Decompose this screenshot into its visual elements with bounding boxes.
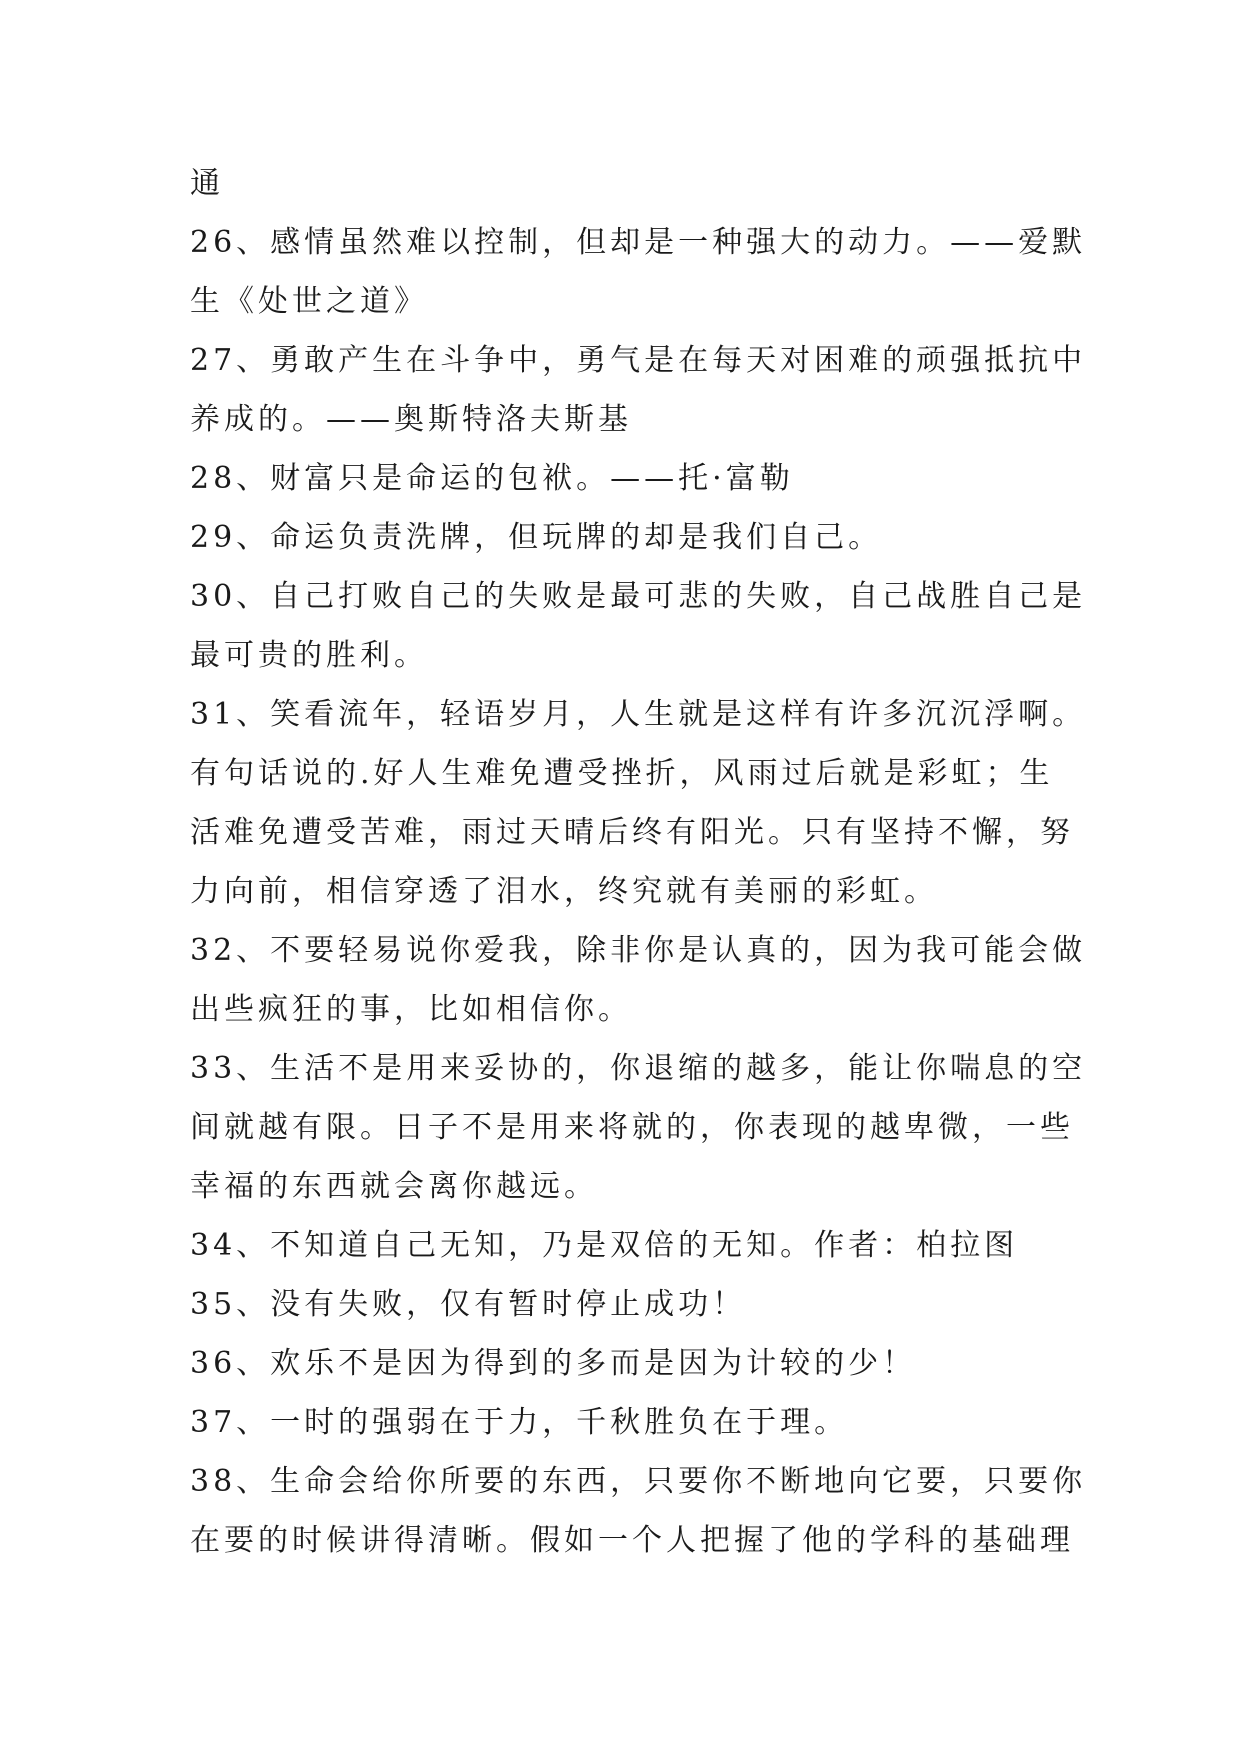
text-line: 32、不要轻易说你爱我，除非你是认真的，因为我可能会做 (190, 933, 1087, 968)
text-line: 28、财富只是命运的包袱。——托·富勒 (190, 461, 794, 496)
text-line: 力向前，相信穿透了泪水，终究就有美丽的彩虹。 (190, 874, 938, 909)
text-line: 在要的时候讲得清晰。假如一个人把握了他的学科的基础理 (190, 1523, 1074, 1558)
text-line: 出些疯狂的事，比如相信你。 (190, 992, 632, 1027)
text-line: 活难免遭受苦难，雨过天晴后终有阳光。只有坚持不懈，努 (190, 815, 1074, 850)
text-line: 间就越有限。日子不是用来将就的，你表现的越卑微，一些 (190, 1110, 1074, 1145)
text-line: 最可贵的胜利。 (190, 638, 428, 673)
text-line: 有句话说的.好人生难免遭受挫折，风雨过后就是彩虹；生 (190, 756, 1054, 791)
text-line: 生《处世之道》 (190, 284, 428, 319)
text-line: 36、欢乐不是因为得到的多而是因为计较的少！ (190, 1346, 917, 1381)
text-line: 35、没有失败，仅有暂时停止成功！ (190, 1287, 747, 1322)
text-line: 养成的。——奥斯特洛夫斯基 (190, 402, 632, 437)
text-line: 幸福的东西就会离你越远。 (190, 1169, 598, 1204)
text-line: 34、不知道自己无知，乃是双倍的无知。作者：柏拉图 (190, 1228, 1019, 1263)
text-line: 37、一时的强弱在于力，千秋胜负在于理。 (190, 1405, 849, 1440)
body-text (190, 154, 1090, 1570)
text-line: 27、勇敢产生在斗争中，勇气是在每天对困难的顽强抵抗中 (190, 343, 1087, 378)
text-line: 30、自己打败自己的失败是最可悲的失败，自己战胜自己是 (190, 579, 1087, 614)
text-line: 26、感情虽然难以控制，但却是一种强大的动力。——爱默 (190, 225, 1087, 260)
text-line: 38、生命会给你所要的东西，只要你不断地向它要，只要你 (190, 1464, 1087, 1499)
text-line: 31、笑看流年，轻语岁月，人生就是这样有许多沉沉浮啊。 (190, 697, 1087, 732)
text-line: 33、生活不是用来妥协的，你退缩的越多，能让你喘息的空 (190, 1051, 1087, 1086)
text-line: 通 (190, 166, 224, 201)
text-line: 29、命运负责洗牌，但玩牌的却是我们自己。 (190, 520, 883, 555)
